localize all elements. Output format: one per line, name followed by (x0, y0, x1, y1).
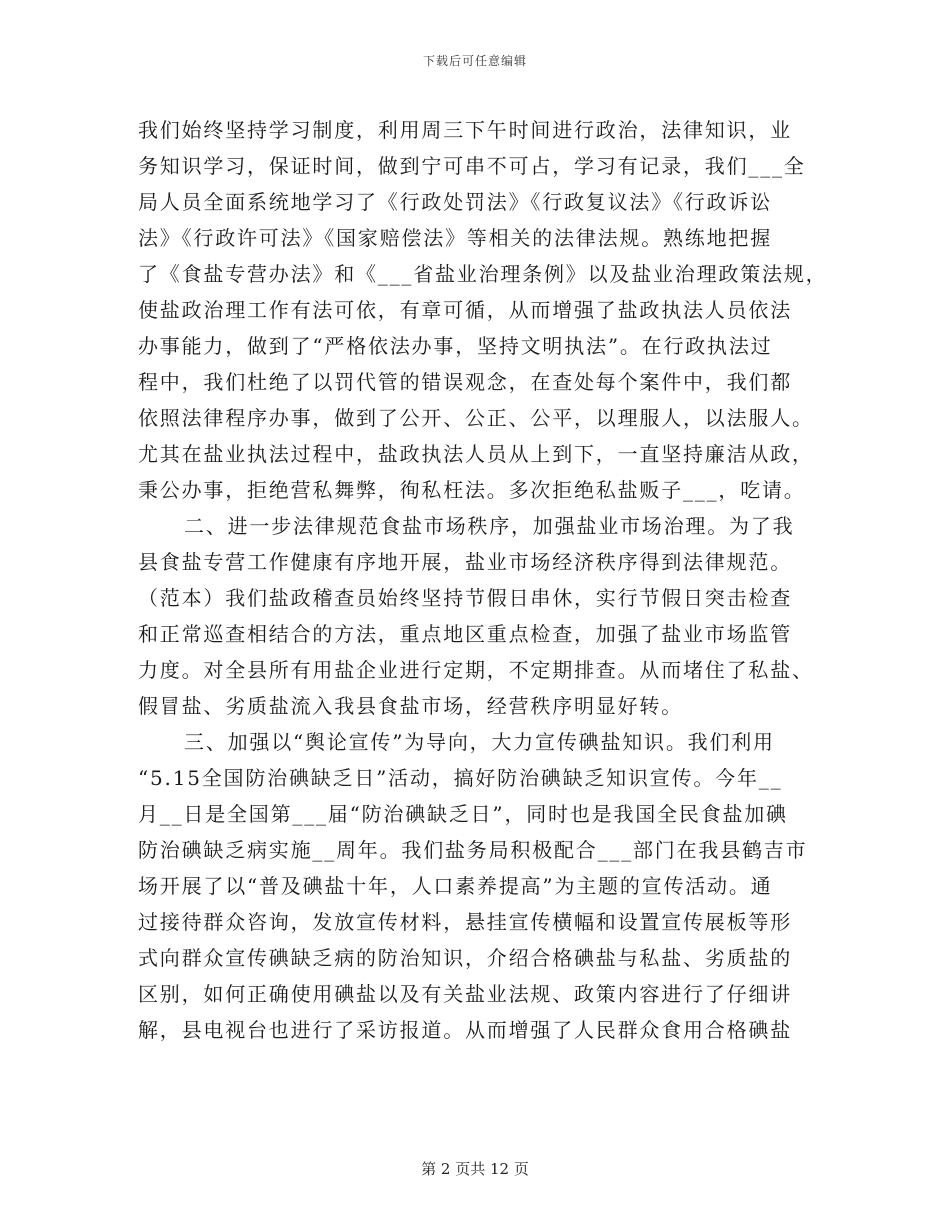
text-line: 使盐政治理工作有法可依，有章可循，从而增强了盐政执法人员依法 (138, 298, 792, 322)
text-line: 场开展了以“普及碘盐十年，人口素养提高”为主题的宣传活动。通 (138, 874, 773, 898)
text-line: 局人员全面系统地学习了《行政处罚法》《行政复议法》《行政诉讼 (138, 190, 772, 214)
text-line: 尤其在盐业执法过程中，盐政执法人员从上到下，一直坚持廉洁从政， (138, 442, 814, 466)
page-header: 下载后可任意编辑 (422, 54, 527, 68)
paragraph-start-line: 三、加强以“舆论宣传”为导向，大力宣传碘盐知识。我们利用 (184, 730, 775, 754)
text-line: 办事能力，做到了“严格依法办事，坚持文明执法”。在行政执法过 (138, 334, 773, 358)
text-line: 程中，我们杜绝了以罚代管的错误观念，在查处每个案件中，我们都 (138, 370, 792, 394)
text-line: 县食盐专营工作健康有序地开展，盐业市场经济秩序得到法律规范。 (138, 550, 792, 574)
text-line: 依照法律程序办事，做到了公开、公正、公平，以理服人，以法服人。 (138, 406, 814, 430)
text-line: 防治碘缺乏病实施__周年。我们盐务局积极配合___部门在我县鹤吉市 (138, 838, 808, 862)
text-line: 假冒盐、劣质盐流入我县食盐市场，经营秩序明显好转。 (138, 694, 683, 718)
text-line: 力度。对全县所有用盐企业进行定期，不定期排查。从而堵住了私盐、 (138, 658, 814, 682)
text-line: “5.15全国防治碘缺乏日”活动，搞好防治碘缺乏知识宣传。今年__ (138, 766, 783, 790)
text-line: 秉公办事，拒绝营私舞弊，徇私枉法。多次拒绝私盐贩子___，吃请。 (138, 478, 806, 502)
text-line: 和正常巡查相结合的方法，重点地区重点检查，加强了盐业市场监管 (138, 622, 792, 646)
text-line: 务知识学习，保证时间，做到宁可串不可占，学习有记录，我们___全 (138, 154, 806, 178)
text-line: 我们始终坚持学习制度，利用周三下午时间进行政治，法律知识，业 (138, 118, 792, 142)
text-line: 法》《行政许可法》《国家赔偿法》等相关的法律法规。熟练地把握 (138, 226, 772, 250)
document-body (138, 112, 828, 1048)
text-line: 了《食盐专营办法》和《___省盐业治理条例》以及盐业治理政策法规， (138, 262, 828, 286)
text-line: 过接待群众咨询，发放宣传材料，悬挂宣传横幅和设置宣传展板等形 (138, 910, 792, 934)
paragraph-start-line: 二、进一步法律规范食盐市场秩序，加强盐业市场治理。为了我 (184, 514, 795, 538)
text-line: 解，县电视台也进行了采访报道。从而增强了人民群众食用合格碘盐 (138, 1018, 792, 1042)
text-line: 式向群众宣传碘缺乏病的防治知识，介绍合格碘盐与私盐、劣质盐的 (138, 946, 792, 970)
text-line: 月__日是全国第___届“防治碘缺乏日”，同时也是我国全民食盐加碘 (138, 802, 788, 826)
text-line: （范本）我们盐政稽查员始终坚持节假日串休，实行节假日突击检查 (138, 586, 792, 610)
text-line: 区别，如何正确使用碘盐以及有关盐业法规、政策内容进行了仔细讲 (138, 982, 792, 1006)
page-footer: 第 2 页共 12 页 (421, 1160, 529, 1178)
